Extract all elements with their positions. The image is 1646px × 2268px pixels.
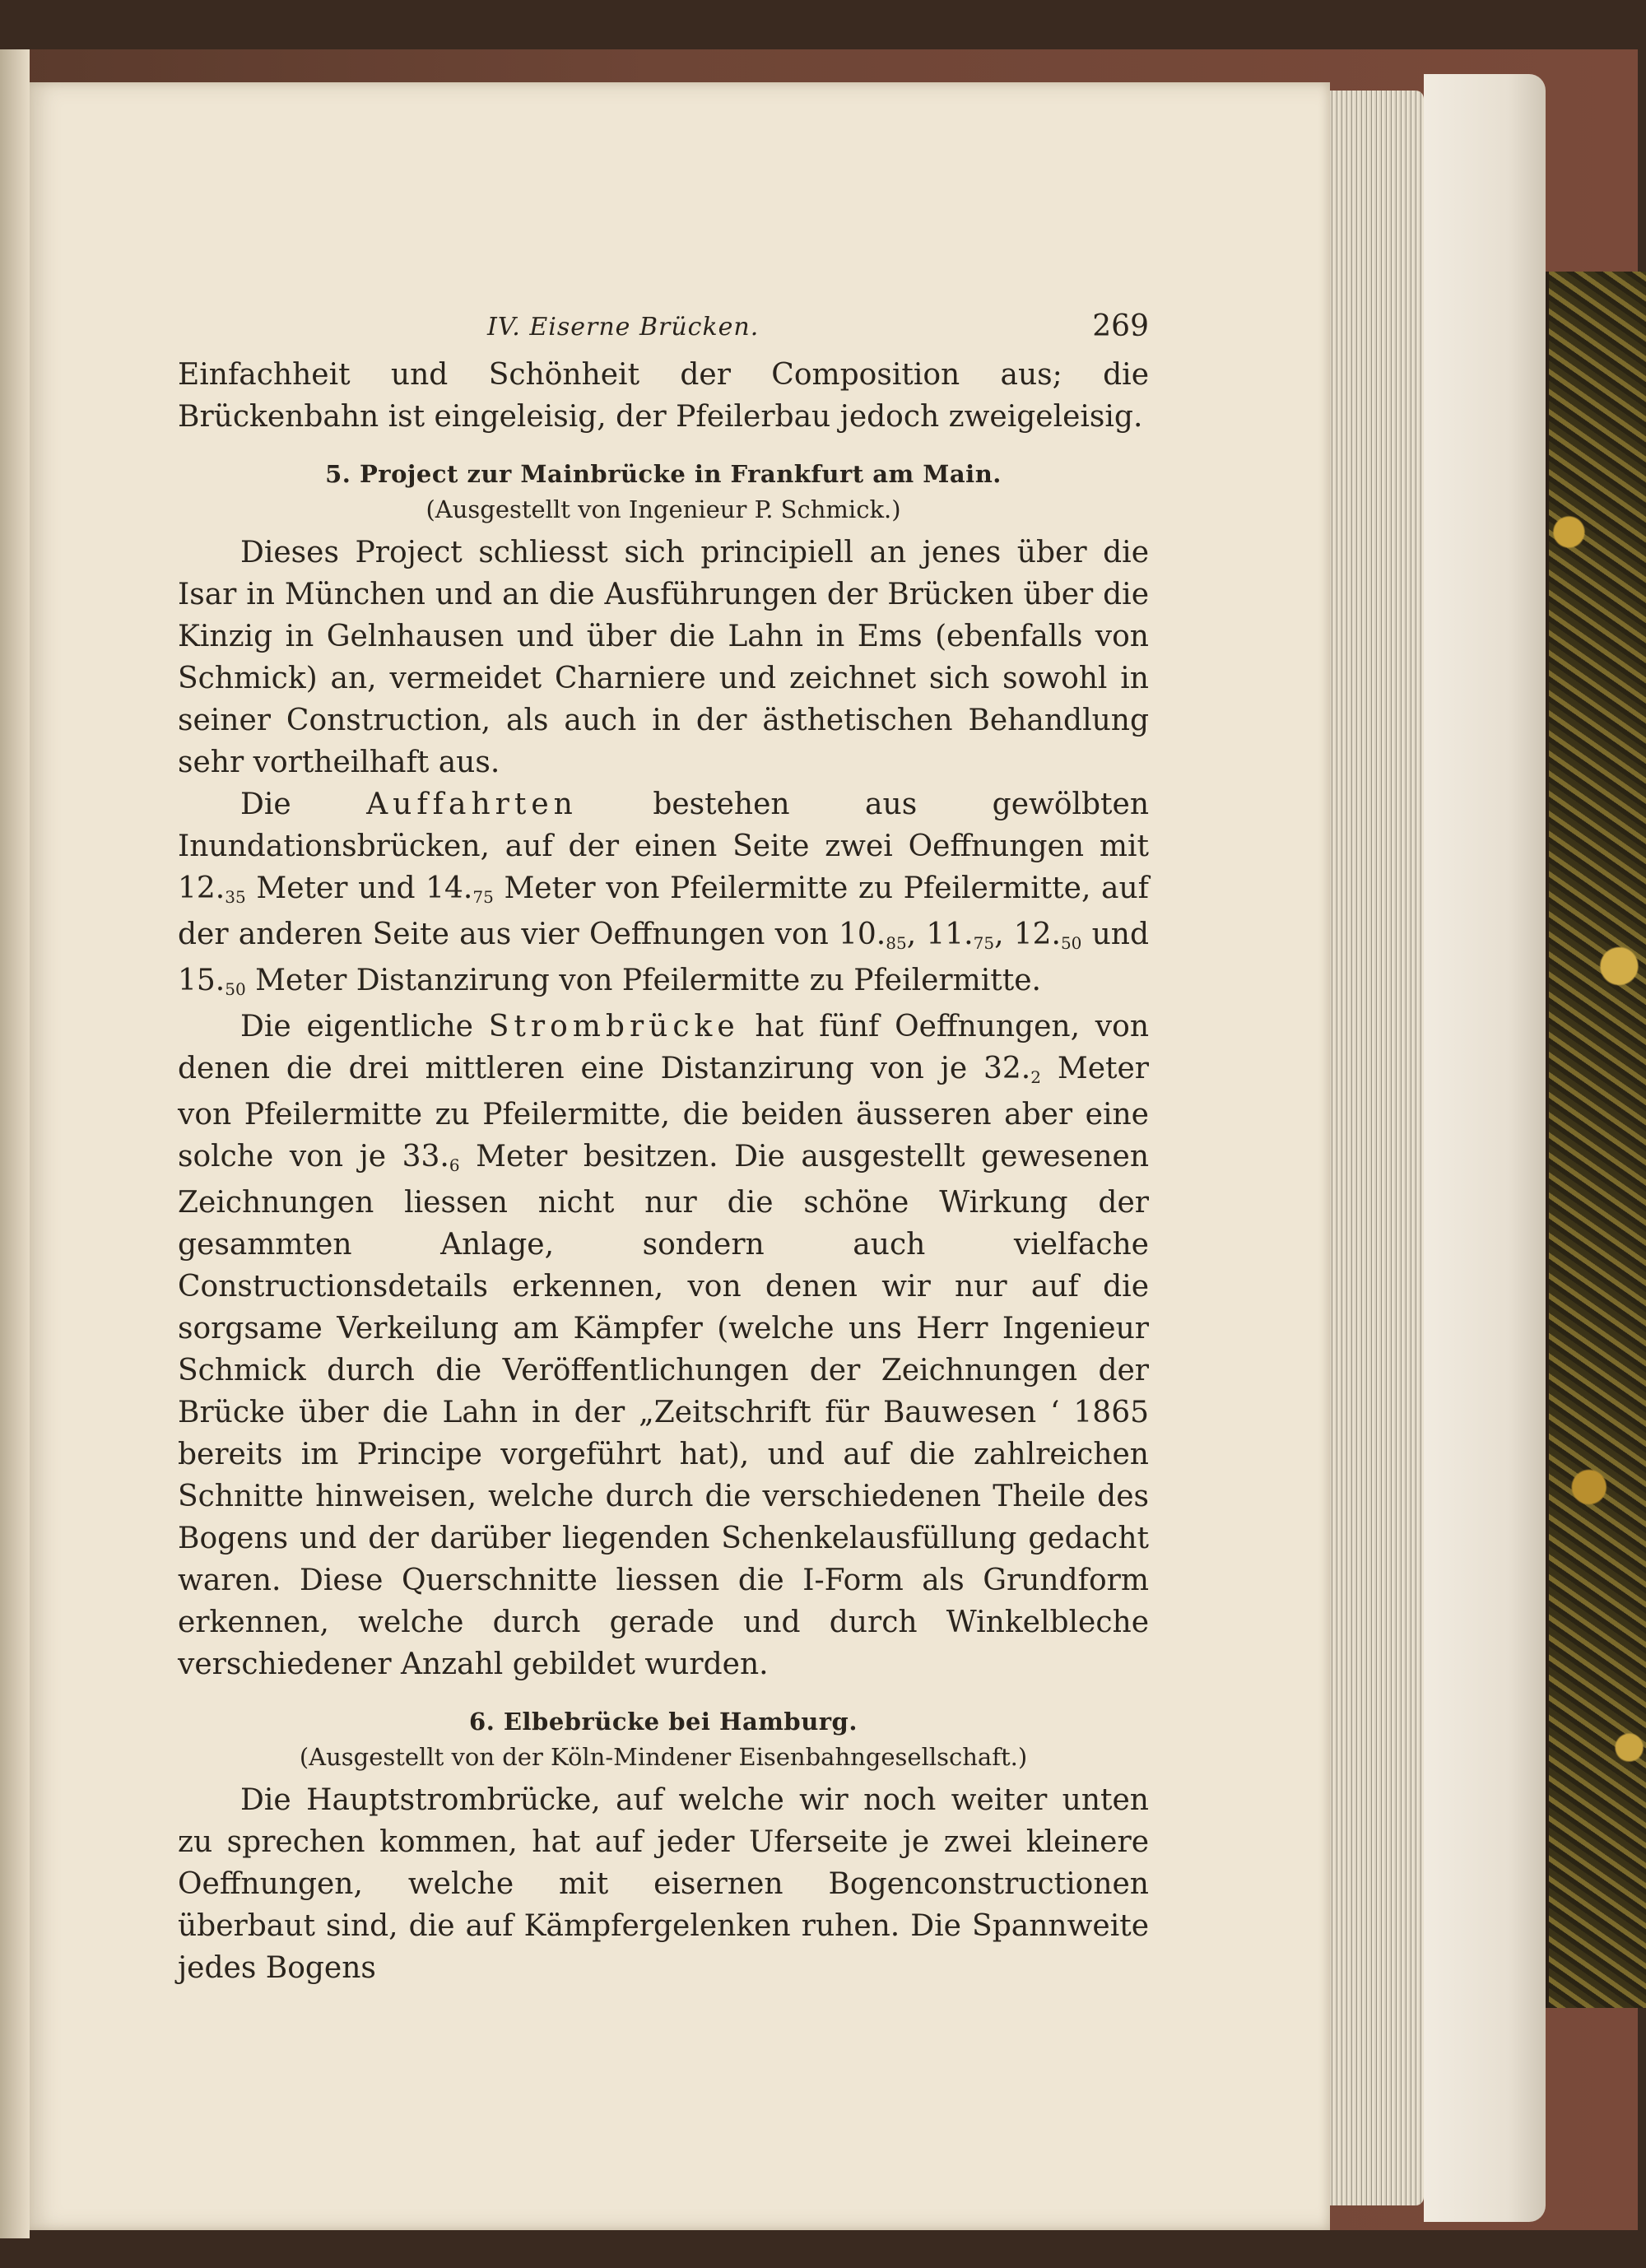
section-6-subtitle: (Ausgestellt von der Köln-Mindener Eisenbahngesellschaft.) bbox=[299, 1743, 1028, 1771]
decimal-subscript: 6 bbox=[449, 1155, 460, 1175]
decimal-subscript: 85 bbox=[886, 933, 907, 953]
text-run: Die bbox=[240, 788, 291, 821]
marbled-board bbox=[1546, 272, 1646, 2008]
spaced-term-auffahrten: Auffahrten bbox=[366, 788, 578, 821]
text-block bbox=[178, 304, 1149, 1989]
text-run: und 15. bbox=[178, 918, 1150, 997]
decimal-subscript: 2 bbox=[1030, 1067, 1041, 1087]
flyleaf bbox=[1424, 74, 1546, 2222]
section-5-paragraph-1: Dieses Project schliesst sich principiell an jenes über die Isar in München und an die Ausführungen der Brücken über die Kinzig in Gelnhausen und über die Lahn in Ems (ebenfalls von Schmick) an, vermeidet Charniere und zeichnet sich sowohl in seiner Construction, als auch in der ästhetischen Behandlung sehr vortheilhaft aus. bbox=[178, 536, 1149, 779]
spaced-term-strombruecke: Strombrücke bbox=[488, 1010, 740, 1043]
section-6-paragraph-1: Die Hauptstrombrücke, auf welche wir noch weiter unten zu sprechen kommen, hat auf jeder Uferseite je zwei kleinere Oeffnungen, welche mit eisernen Bogenconstructionen überbaut sind, die auf Kämpfergelenken ruhen. Die Spannweite jedes Bogens bbox=[178, 1783, 1149, 1985]
text-run: Meter besitzen. Die ausgestellt gewesenen Zeichnungen liessen nicht nur die schöne Wirkung der gesammten Anlage, sondern auch vielfache Constructionsdetails erkennen, von denen wir nur auf die sorgsame Verkeilung am Kämpfer (welche uns Herr Ingenieur Schmick durch die Veröffentlichungen der Zeichnungen der Brücke über die Lahn in der „Zeitschrift für Bauwesen ‘ 1865 bereits im Principe vorgeführt hat), und auf die zahlreichen Schnitte hinweisen, welche durch die verschiedenen Theile des Bogens und der darüber liegenden Schenkelausfüllung gedacht waren. Diese Querschnitte liessen die I-Form als Grundform erkennen, welche durch gerade und durch Winkelbleche verschiedener Anzahl gebildet wurden. bbox=[178, 1140, 1150, 1681]
decimal-subscript: 50 bbox=[1060, 933, 1082, 953]
section-5-paragraph-2 bbox=[178, 783, 1149, 1006]
text-run: , 11. bbox=[906, 918, 974, 951]
section-5-paragraph-3 bbox=[178, 1006, 1149, 1685]
book-page bbox=[30, 82, 1330, 2230]
previous-page-edge bbox=[0, 49, 30, 2238]
decimal-subscript: 50 bbox=[225, 979, 246, 999]
decimal-subscript: 75 bbox=[973, 933, 995, 953]
text-run: Meter von Pfeilermitte zu Pfeilermitte, die beiden äusseren aber eine solche von je 33. bbox=[178, 1052, 1150, 1174]
decimal-subscript: 35 bbox=[225, 887, 246, 907]
text-run: bestehen aus gewölbten Inundationsbrücken, auf der einen Seite zwei Oeffnungen mit 12. bbox=[178, 788, 1150, 905]
section-5-heading: 5. Project zur Mainbrücke in Frankfurt am Main. bbox=[325, 460, 1002, 488]
text-run: Meter und 14. bbox=[245, 871, 473, 905]
text-run: Meter Distanzirung von Pfeilermitte zu Pfeilermitte. bbox=[245, 964, 1041, 997]
page-number: 269 bbox=[1092, 309, 1149, 343]
section-5-subtitle: (Ausgestellt von Ingenieur P. Schmick.) bbox=[425, 495, 901, 523]
section-6-heading: 6. Elbebrücke bei Hamburg. bbox=[469, 1708, 858, 1736]
text-run: Meter von Pfeilermitte zu Pfeilermitte, auf der anderen Seite aus vier Oeffnungen von 10. bbox=[178, 871, 1149, 951]
running-head bbox=[178, 304, 1149, 354]
text-run: hat fünf Oeffnungen, von denen die drei mittleren eine Distanzirung von je 32. bbox=[178, 1010, 1149, 1085]
running-head-title: IV. Eiserne Brücken. bbox=[487, 313, 760, 342]
text-run: Die eigentliche bbox=[240, 1010, 473, 1043]
decimal-subscript: 75 bbox=[472, 887, 494, 907]
paragraph-continuation: Einfachheit und Schönheit der Composition aus; die Brückenbahn ist eingeleisig, der Pfeilerbau jedoch zweigeleisig. bbox=[178, 358, 1149, 434]
text-run: , 12. bbox=[994, 918, 1061, 951]
page-edges bbox=[1325, 91, 1424, 2205]
